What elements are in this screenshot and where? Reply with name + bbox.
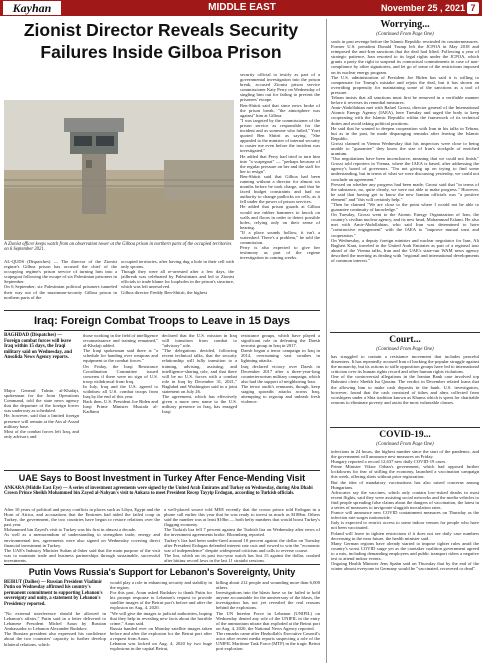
iraq-lead: BAGHDAD (Dispatches) — Foreign combat forces will leave Iraq within 15 days, the Iraqi military said on Wednesday, and Ansolida News Agency reports.	[4, 333, 72, 361]
putin-headline: Putin Vows Russia's Support for Lebanon's Sovereignty, Unity	[28, 567, 296, 577]
covid-text: infections in 24 hours, the highest number since the start of the pandemic, and the government will announce new measures on Friday. Hungary reported a record 12,637 new daily COVID-19 cases. Prime Minister Viktor Orban's government, which had opposed further lockdowns for fear of stifling the economy, launched a vaccination campaign this week, offering shots without prior registration. But the idea of mandatory vaccinations has also raised concerns among Hungarians. Advocates say the vaccines, which only contain low-risked deaths in most recent flights, said they were assisting social networks and the media vehicles to find people spreading false claims about the dangers of vaccination, the latest in a series of measures to invigorate sluggish inoculation rates. France will announce new COVID containment measures on Thursday as the infection rate surges nationwide. Italy is expected to restrict access to some indoor venues for people who have not been vaccinated. Poland will leave in tighten restrictions if it does not see daily case numbers decreasing in the near future, the health minister said. Many German regions have already started to impose tighter rules amid the country's worst COVID surge yet as the caretaker coalition government agreed to a mix, including demanding employees and public transport riders a negative test to attend indoor events. Ongoing Health Minister Jens Spahn said on Thursday that by the end of the winter almost everyone in Germany would be "vaccinated, recovered or dead".	[331, 449, 479, 572]
covid-subtitle: (Continued From Page One)	[376, 442, 434, 447]
iraq-headline: Iraq: Foreign Combat Troops to Leave in 15 Days	[33, 315, 291, 327]
covid-top-rule	[330, 427, 480, 428]
photo-caption: A Zionist officer keeps watch from an observation tower at the Gilboa prison in northern parts of the occupied territories on 6 September 2021.	[4, 242, 232, 253]
worrying-title: Worrying...	[380, 19, 430, 30]
uae-col-1: After 10 years of political and proxy conflicts in places such as Libya, Egypt and the Horn of Africa, and accusations that the Emirates had aided the failed coup in Turkey, the government, the two countries have begun to restore relations over the past year. Mohammed bin Zayed's visit to Turkey was his first in almost a decade. As well as a memorandum of understanding to strengthen trade, energy and environmental ties, agreements were also signed on Wednesday covering direct financial investment in Turkey. The UAE's Industry Minister Sultan al-Jaber said that the main purpose of the visit was to maintain trade and business partnerships through sustainable, successful investments.	[4, 507, 160, 562]
putin-col-1: "No external interference should be allowed in Lebanon's affairs," Putin said in a letter delivered to Lebanese President Michel Aoun by Russian Ambassador to Lebanon Alexander Rudakov. The Russian president also expressed his confidence about the two countries' capacity to further develop bilateral relations, which	[4, 611, 106, 647]
issue-date: November 25 , 2021	[380, 3, 465, 13]
uae-col-2: a well-placed source told MEE recently that the crown prince told Erdogan in a phone call earlier this year that he was ready to invest as much as $100bn. Others said the number was at least $10bn — both hefty numbers that would boost Turkey's flagging economy. The Turkish lira fell 7 percent against the Turkish lira on Wednesday after news of the investment agreements broke. Bloomberg reported. Turkey's lira had been under-fired around 10 percent against the dollar on Tuesday after President Erdogan defended interest rate cuts and vowed to win the "economic war of independence" despite widespread criticism and calls to reverse course. The lira, which on its past two-year watch has lost 15 against the dollar, crashed after hitting record lows in the last 11 straight sessions.	[164, 507, 320, 562]
putin-col-3: killing about 212 people and wounding more than 6,000 others. Investigations into the blasts have so far failed to hold anyone accountable for the anniversary of the blasts, the investigation has not yet revealed the real reasons behind the explosions. The UN Interim Force in Lebanon (UNIFIL) on Wednesday denied any role of the UNIFIL in the entry of the ammonium nitrate that exploded at the Beirut port on Aug. 4, 2020, the National News Agency reported. The remarks came after Hezbollah's Executive Council's actor after recent media reports suspecting a role of the UNIFIL Maritime Task Force (MTF) in the tragic Beirut port explosion.	[216, 580, 320, 652]
zionist-col-2: occupied territories, after having dug a hole in their cell with only spoons. Though they were all re-arrested after a few days, the jailbreak was celebrated by Palestinians and led to Zionist officials to trade blame for loopholes in the prison's structure, which was left unresolved. Gilboa director Freddy Ben-Shitrit, the highest	[121, 259, 234, 295]
newspaper-logo: Kayhan	[3, 1, 61, 15]
iraq-col-4: resistance groups, which have played a significant role in defeating the Daesh terrorist group in Iraq in 2017. Daesh began a terror campaign in Iraq in 2014, overrunning vast swathes in lightning attacks. Iraq declared victory over Daesh in December 2017 after a three-year-long counterterrorism military campaign, which also had the support of neighboring Iran. The terror outfit's remnants, though, keep staging sporadic attacks across Iraq, attempting to regroup and unleash fresh violence.	[241, 333, 320, 405]
court-text: has struggled to contain a resistance movement that includes peaceful dissenters. It has repeatedly accused Iran of backing the popular struggle against the monarchy, but its actions to stifle opposition groups have led to international criticism over its human rights record and other human rights violations. One of the controversial allegations in the Iranian Bank case involved top Bahraini cleric Sheikh Isa Qassim. The verdict in December related loans that the allowing him to make cash deposits in the bank. U.S. investigators, however, found that the cash consisted of tithes and alms collected from worshipers under a Shia tradition known as Khums which is spent for charitable reasons to eliminate poverty and assist the most vulnerable classes.	[331, 354, 479, 405]
zionist-col-1: AL-QUDS (Dispatches) — The director of the Zionist regime's Gilboa prison has accused the chief of the occupying regime's prison service of turning him into a scapegoat following the escape of six Palestinian prisoners in September. On 6 September, six Palestinian political prisoners tunneled their way out of the maximum-security Gilboa prison in northern parts of the	[4, 259, 117, 300]
iraq-bottom-rule	[4, 330, 320, 331]
zionist-headline: Zionist Director Reveals Security Failures Inside Gilboa Prison	[23, 20, 299, 62]
iraq-col-1: Major General Tahsin al-Khafaji, spokesman for the Joint Operations Command, told the state news agency that the departure of the foreign forces was underway as scheduled. He, however, said that a limited foreign presence will remain at the Ain al-Assad military base. Most of the combat forces left Iraq, and only advisors and	[4, 388, 79, 439]
iraq-col-3: declared that the U.S. mission in Iraq will transition from combat to "advisory" role. "The delegations decided, following recent technical talks, that the security relationship will fully transition to a training, advising, assisting, and intelligence-sharing role, and that there will be no U.S. forces with a combat role in Iraq by December 31, 2021," Baghdad and Washington said in a joint statement on July 26. The agreement, which has effectively given a more new name to the U.S. military presence in Iraq, has enraged Iraqi	[162, 333, 237, 415]
iraq-col-2: those working in the field of intelligence reconnaissance and training remained," al-Khafaji added. The Iraqi spokesman said there is "a schedule for handing over weapons and equipment to the combat forces." On Friday, the Iraqi Resistance Coordination Committee issued concerns if there were no sign of U.S. troop withdrawal from Iraq. In July, Iraq and the U.S. agreed to withdraw all U.S. combat troops from Iraq by the end of this year. Back then, U.S. President Joe Biden and Iraqi Prime Minister Mustafa al-Kadhimi	[83, 333, 158, 415]
prison-tower-image	[4, 100, 234, 240]
putin-lead: BEIRUT (Dailies) — Russian President Vladimir Putin on Wednesday affirmed his country's permanent commitment to supporting Lebanon's sovereignty and unity, a statement by Lebanon's Presidency reported.	[4, 580, 103, 607]
covid-title: COVID-19...	[379, 430, 431, 440]
uae-top-rule	[4, 470, 320, 471]
iraq-top-rule	[4, 310, 320, 311]
uae-lead: ANKARA (Middle East Eye) — A series of investment agreements were signed by the United Arab Emirates and Turkey on Wednesday, during Abu Dhabi Crown Prince Sheikh Mohammed bin Zayed al-Nahyan's visit to Ankara to meet President Recep Tayyip Erdogan, according to Turkish officials.	[4, 486, 313, 497]
court-subtitle: (Continued From Page One)	[376, 347, 434, 352]
worrying-text: souls in past revenge before the Islamic Republic rescinded its countermeasures. Former U.S. president Donald Trump left the JCPOA in May 2018 and reimposed the anti-Iran sanctions that the deal had lifted. Following a year of strategic patience, Iran resorted to its legal rights under the JCPOA, which grants a party the right to suspend its contractual commitments in case of non-compliance by other signatories, and let go of some of the restrictions imposed on its nuclear energy program. The U.S. administration of President Joe Biden has said it is willing to compensate for Trump's mistake and rejoin the deal, but it has shown an overriding propensity for maintaining some of the sanctions as a tool of pressure. Tehran insists that all sanctions must first be removed in a verifiable manner before it reverses its remedial measures. Amir-Abdollahian met with Rafael Grossi, director general of the International Atomic Energy Agency (IAEA), here Tuesday and urged the body to keep cooperating with the Islamic Republic within the framework of its technical duties and avoid taking political positions. He said that he wanted to deepen cooperation with Iran in his talks in Tehran, but as in the past, he made disparaging remarks after leaving the Islamic Republic. Grossi claimed in Vienna Wednesday that his inspectors were close to being unable to "guarantee" they know the size of Iran's stockpile of enriched uranium. "Our negotiations have been inconclusive, meaning that we could not finish," Grossi told reporters in Vienna, where the IAEA is based, after addressing the agency's board of governors. "I'm not giving up on trying to find some understanding, but in terms of what we were discussing yesterday, we could not conclude an agreement." Pressed on whether any progress had been made, Grossi said that "in terms of the substance, no, quite clearly, we were not able to make progress." However, he said that having got to know the new Iranian officials was "a positive element" and "this will certainly help." "Then he claimed "We are close to the point where I would not be able to guarantee continuity of knowledge." On Tuesday, Grossi went to the Atomic Energy Organization of Iran, the country's civilian nuclear agency, and its new head, Mohammad Eslami. He also met with Amir-Abdollahian, who said Iran was determined to have "constructive engagement" with the IAEA to "improve mutual trust and cooperation." On Wednesday, a deputy foreign minister and nuclear negotiator for Iran, Ali Bagheri Kani, traveled to the United Arab Emirates as part of a regional tour ahead of the Vienna talks, Iran and the UAE's state-run WAM news agency described the meeting as dealing with "regional and international developments of common interest."	[331, 39, 479, 264]
prison-tower-photo	[4, 100, 234, 240]
putin-top-rule	[4, 564, 320, 565]
section-title: MIDDLE EAST	[208, 2, 276, 13]
court-top-rule	[330, 332, 480, 333]
uae-headline: UAE Says to Boost Investment in Turkey After Fence-Mending Visit	[18, 473, 306, 483]
page-number: 7	[467, 2, 479, 14]
column-divider	[326, 19, 327, 663]
zionist-col-3: security official to testify as part of a governmental investigation into the prison break, accused Zionist prison service commissioner Katy Perry on Wednesday of singling him out for failing to prevent the prisoners' escape. Ben-Shitrit said that since news broke of the prison break, "the atmosphere was against" him at Gilboa. "I was targeted by the commissioner of the prison service as responsible for the incident and as someone who failed," Ynet quoted Ben Shitrit as saying. "She appealed to the minister of internal security to ouster me even before the incident was investigated." He added that Perry had tried to turn him into "a scapegoat" — "perhaps because of the regular pressure on her and the staff for her to resign". Ben-Shitrit said that Gilboa had been running without a director for almost six months before he took charge, and that he faced budget constraints and had no authority to change padlocks on cells, as it fell under the power of prison services. He added that prison guards at Gilboa would use rubber hammers to knock on walls and floors in order to detect possible holes, relying only on their sense of hearing. "If a place sounds hollow, it isn't a watershed. There's a problem," he told the commission. Perry is also expected to give her testimony as part of the regime investigation in coming weeks.	[240, 72, 320, 261]
court-title: Court...	[389, 335, 421, 345]
worrying-subtitle: (Continued From Page One)	[376, 32, 434, 37]
putin-col-2: would play a role in enhancing security and stability in the region. For this part, Aoun asked Rudakov to thank Putin for his prompt response to Lebanon's request to provide satellite images of the Beirut port's before and after the explosion on Aug. 4, 2020. "We will give the images to judicial authorities, hoping that they help in revealing new facts about the horrible crime," Aoun said. Russia handed over on Monday satellite images taken before and after the explosion for the Beirut port after a request from Aoun. Lebanon was locked on Aug. 4, 2020 by two huge explosions in the capital Beirut,	[110, 580, 212, 652]
